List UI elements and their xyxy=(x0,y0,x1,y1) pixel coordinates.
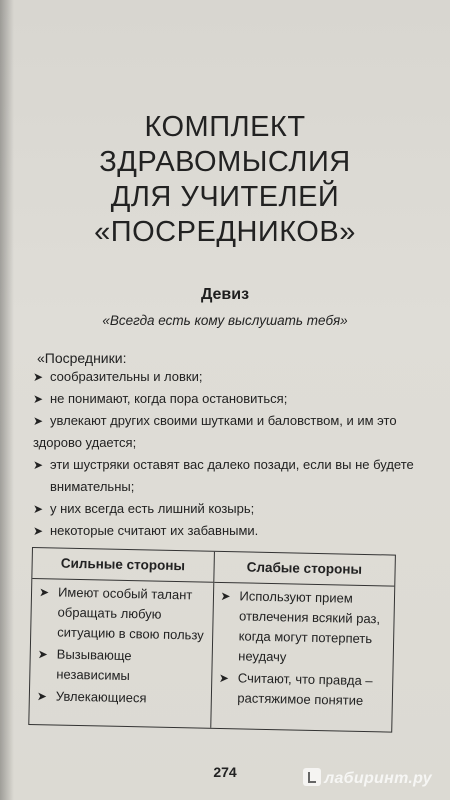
page-number: 274 xyxy=(213,764,237,780)
list-item xyxy=(30,410,420,432)
strengths-weaknesses-table xyxy=(28,547,396,733)
arrowhead-bullet-icon: ➤ xyxy=(220,588,231,604)
title-line: КОМПЛЕКТ xyxy=(144,111,306,143)
list-item xyxy=(30,498,420,520)
list-item xyxy=(217,668,386,712)
title-line: ДЛЯ УЧИТЕЛЕЙ xyxy=(110,181,340,213)
arrowhead-bullet-icon: ➤ xyxy=(33,502,44,516)
list-item xyxy=(218,586,388,670)
title-line: «ПОСРЕДНИКОВ» xyxy=(94,216,356,248)
arrowhead-bullet-icon: ➤ xyxy=(37,647,48,662)
watermark xyxy=(303,768,432,788)
arrowhead-bullet-icon: ➤ xyxy=(33,370,44,384)
strengths-column xyxy=(29,548,213,728)
arrowhead-bullet-icon: ➤ xyxy=(218,670,230,686)
weaknesses-column xyxy=(210,552,395,732)
list-item xyxy=(36,686,205,710)
arrowhead-bullet-icon: ➤ xyxy=(36,689,48,704)
list-item-text: у них всегда есть лишний козырь; xyxy=(50,501,255,516)
list-item xyxy=(30,520,420,542)
arrowhead-bullet-icon: ➤ xyxy=(38,585,50,600)
strengths-header: Сильные стороны xyxy=(32,548,213,583)
labirint-logo-icon xyxy=(303,768,321,786)
weaknesses-list xyxy=(211,583,394,712)
chapter-title xyxy=(40,110,410,250)
list-item-text: Считают, что правда – растяжимое понятие xyxy=(237,670,373,708)
list-item-text: сообразительны и ловки; xyxy=(50,369,203,384)
traits-list xyxy=(30,366,420,542)
list-item-text: Вызывающе независимы xyxy=(56,646,132,684)
list-item-text: не понимают, когда пора остановиться; xyxy=(50,391,288,406)
list-item-text: внимательны; xyxy=(50,479,135,494)
title-line: ЗДРАВОМЫСЛИЯ xyxy=(99,146,351,178)
list-item-text: эти шустряки оставят вас далеко позади, если вы не будете xyxy=(50,457,414,472)
strengths-list xyxy=(30,579,213,710)
list-item-text: Используют прием отвлечения всякий раз, когда могут потерпеть неудачу xyxy=(238,588,381,665)
arrowhead-bullet-icon: ➤ xyxy=(33,392,44,406)
list-item xyxy=(37,582,207,646)
list-item-continuation xyxy=(30,432,420,454)
list-item xyxy=(30,388,420,410)
page-shadow xyxy=(0,0,14,800)
weaknesses-header: Слабые стороны xyxy=(214,552,395,587)
arrowhead-bullet-icon: ➤ xyxy=(33,414,44,428)
watermark-text: лабиринт.ру xyxy=(324,770,432,787)
intro-line: «Посредники: xyxy=(37,350,127,366)
arrowhead-bullet-icon: ➤ xyxy=(33,458,44,472)
motto-heading: Девиз xyxy=(200,286,250,303)
list-item xyxy=(30,454,420,476)
list-item-text: некоторые считают их забавными. xyxy=(50,523,259,538)
list-item-text: здорово удается; xyxy=(33,435,137,450)
list-item xyxy=(30,366,420,388)
list-item-continuation xyxy=(30,476,420,498)
motto-text: «Всегда есть кому выслушать тебя» xyxy=(102,313,348,328)
list-item xyxy=(36,644,205,688)
list-item-text: Имеют особый талант обращать любую ситуацию в свою пользу xyxy=(57,584,204,643)
list-item-text: увлекают других своими шутками и баловством, и им это xyxy=(50,413,397,428)
arrowhead-bullet-icon: ➤ xyxy=(33,524,44,538)
list-item-text: Увлекающиеся xyxy=(55,688,147,706)
